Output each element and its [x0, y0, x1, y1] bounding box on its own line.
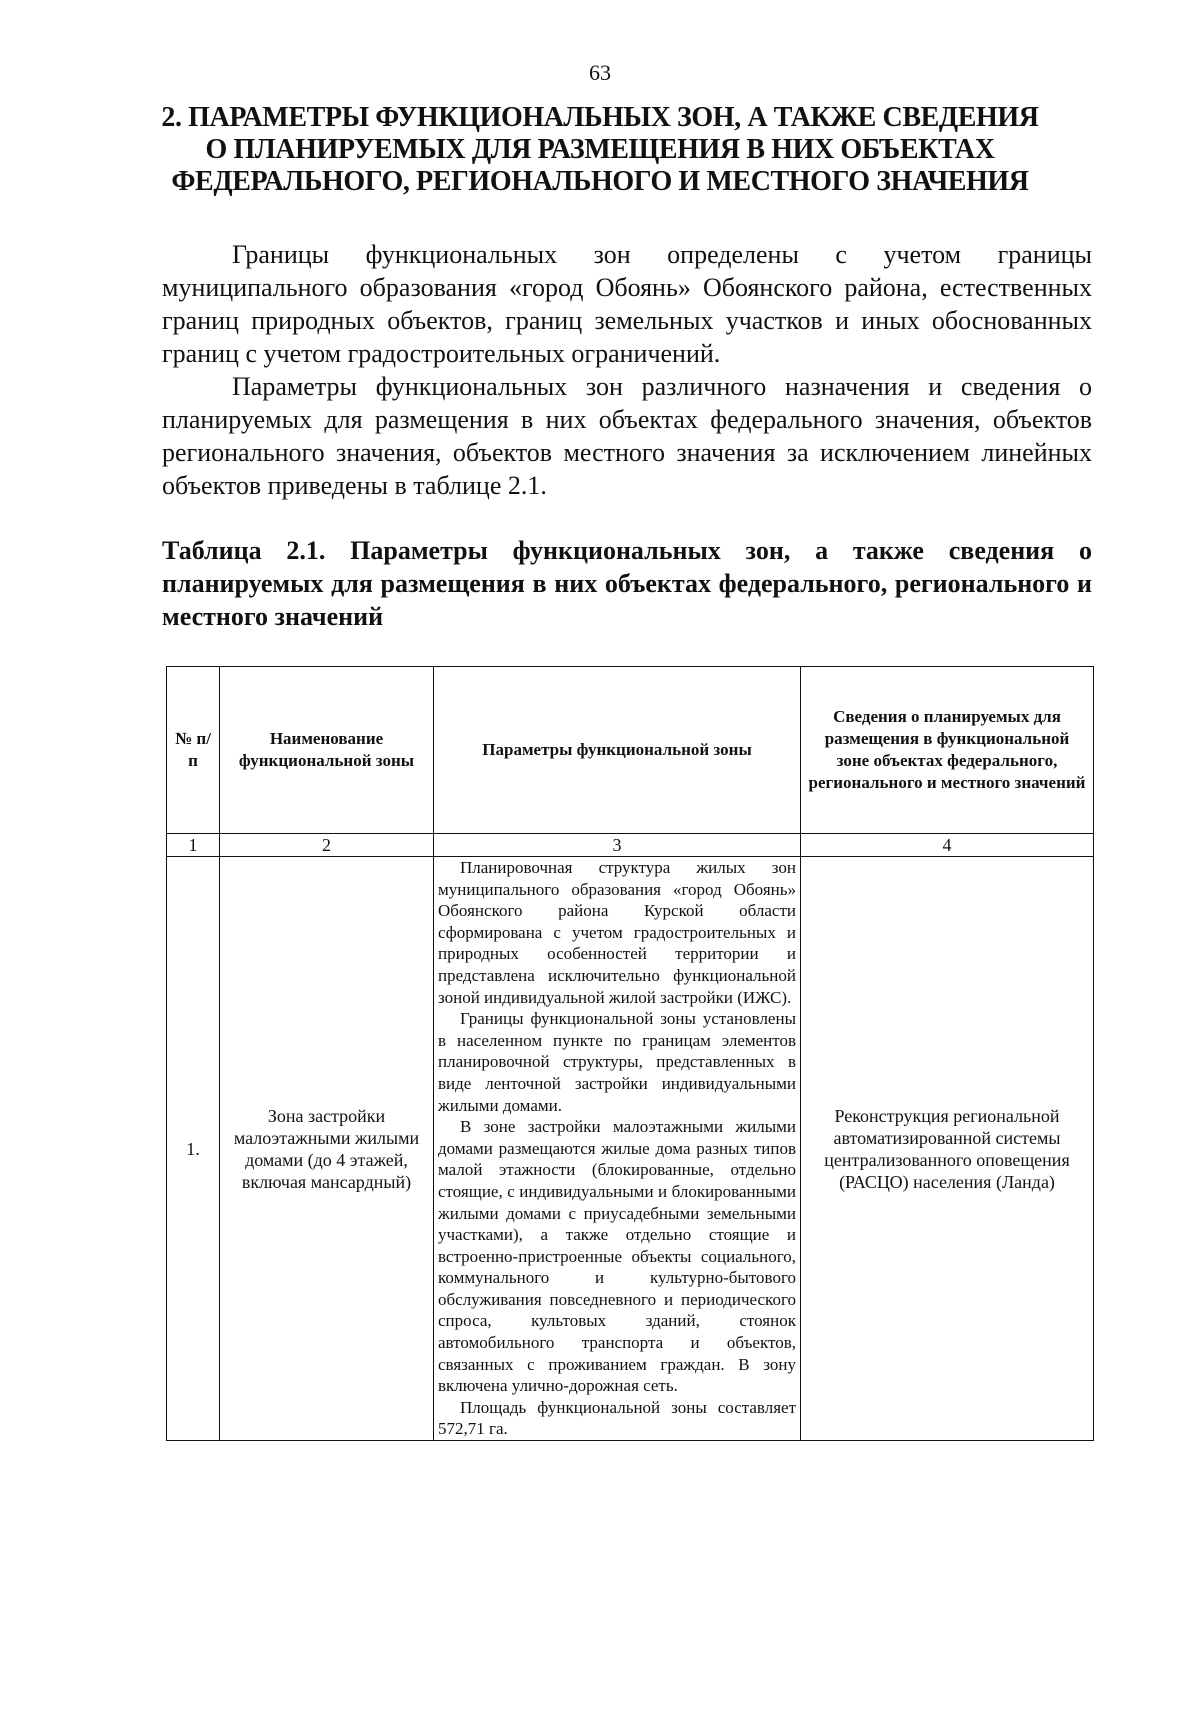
intro-paragraph: Границы функциональных зон определены с учетом границы муниципального образования «город Обоянь» Обоянского района, естественных границ природных объектов, границ земельных участков и иных обоснованных границ с учетом градостроительных ограничений.: [162, 240, 1092, 368]
intro-text: [162, 238, 1092, 502]
table-row: [167, 857, 1094, 1441]
zone-parameters: [434, 857, 801, 1441]
header-zone-name: Наименование функциональной зоны: [220, 667, 434, 834]
column-number: 2: [220, 834, 434, 857]
header-number: № п/п: [167, 667, 220, 834]
table-caption: Таблица 2.1. Параметры функциональных зон, а также сведения о планируемых для размещения в них объектах федерального, регионального и местного значений: [162, 536, 1092, 631]
section-title: 2. ПАРАМЕТРЫ ФУНКЦИОНАЛЬНЫХ ЗОН, А ТАКЖЕ СВЕДЕНИЯ О ПЛАНИРУЕМЫХ ДЛЯ РАЗМЕЩЕНИЯ В НИХ ОБЪЕКТАХ ФЕДЕРАЛЬНОГО, РЕГИОНАЛЬНОГО И МЕСТНОГО ЗНАЧЕНИЯ: [161, 102, 1039, 197]
intro-paragraph: Параметры функциональных зон различного назначения и сведения о планируемых для размещения в них объектах федерального значения, объектов регионального значения, объектов местного значения за исключением линейных объектов приведены в таблице 2.1.: [162, 372, 1092, 500]
zone-parameters-paragraph: В зоне застройки малоэтажными жилыми домами размещаются жилые дома разных типов малой этажности (блокированные, отдельно стоящие, с индивидуальными и блокированными жилыми домами с приусадебными земельными участками), а также отдельно стоящие и встроенно-пристроенные объекты социального, коммунального и культурно-бытового обслуживания повседневного и периодического спроса, культовых зданий, стоянок автомобильного транспорта и объектов, связанных с проживанием граждан. В зону включена улично-дорожная сеть.: [438, 1117, 796, 1396]
page-number: 63: [589, 60, 611, 85]
row-number: 1.: [167, 857, 220, 1441]
zone-parameters-paragraph: Границы функциональной зоны установлены в населенном пункте по границам элементов планировочной структуры, представленных в виде ленточной застройки индивидуальными жилыми домами.: [438, 1009, 796, 1115]
planned-objects: Реконструкция региональной автоматизированной системы централизованного оповещения (РАСЦО) населения (Ланда): [801, 857, 1094, 1441]
zone-name: Зона застройки малоэтажными жилыми домами (до 4 этажей, включая мансардный): [220, 857, 434, 1441]
column-number: 1: [167, 834, 220, 857]
column-numbers-row: [167, 834, 1094, 857]
header-zone-parameters: Параметры функциональной зоны: [434, 667, 801, 834]
column-number: 4: [801, 834, 1094, 857]
zone-parameters-paragraph: Площадь функциональной зоны составляет 572,71 га.: [438, 1397, 796, 1439]
zone-parameters-paragraph: Планировочная структура жилых зон муниципального образования «город Обоянь» Обоянского района Курской области сформирована с учетом градостроительных и природных особенностей территории и представлена исключительно функциональной зоной индивидуальной жилой застройки (ИЖС).: [438, 858, 796, 1007]
table-header-row: [167, 667, 1094, 834]
column-number: 3: [434, 834, 801, 857]
header-planned-objects: Сведения о планируемых для размещения в функциональной зоне объектах федерального, регионального и местного значений: [801, 667, 1094, 834]
functional-zones-table: [166, 666, 1094, 1441]
